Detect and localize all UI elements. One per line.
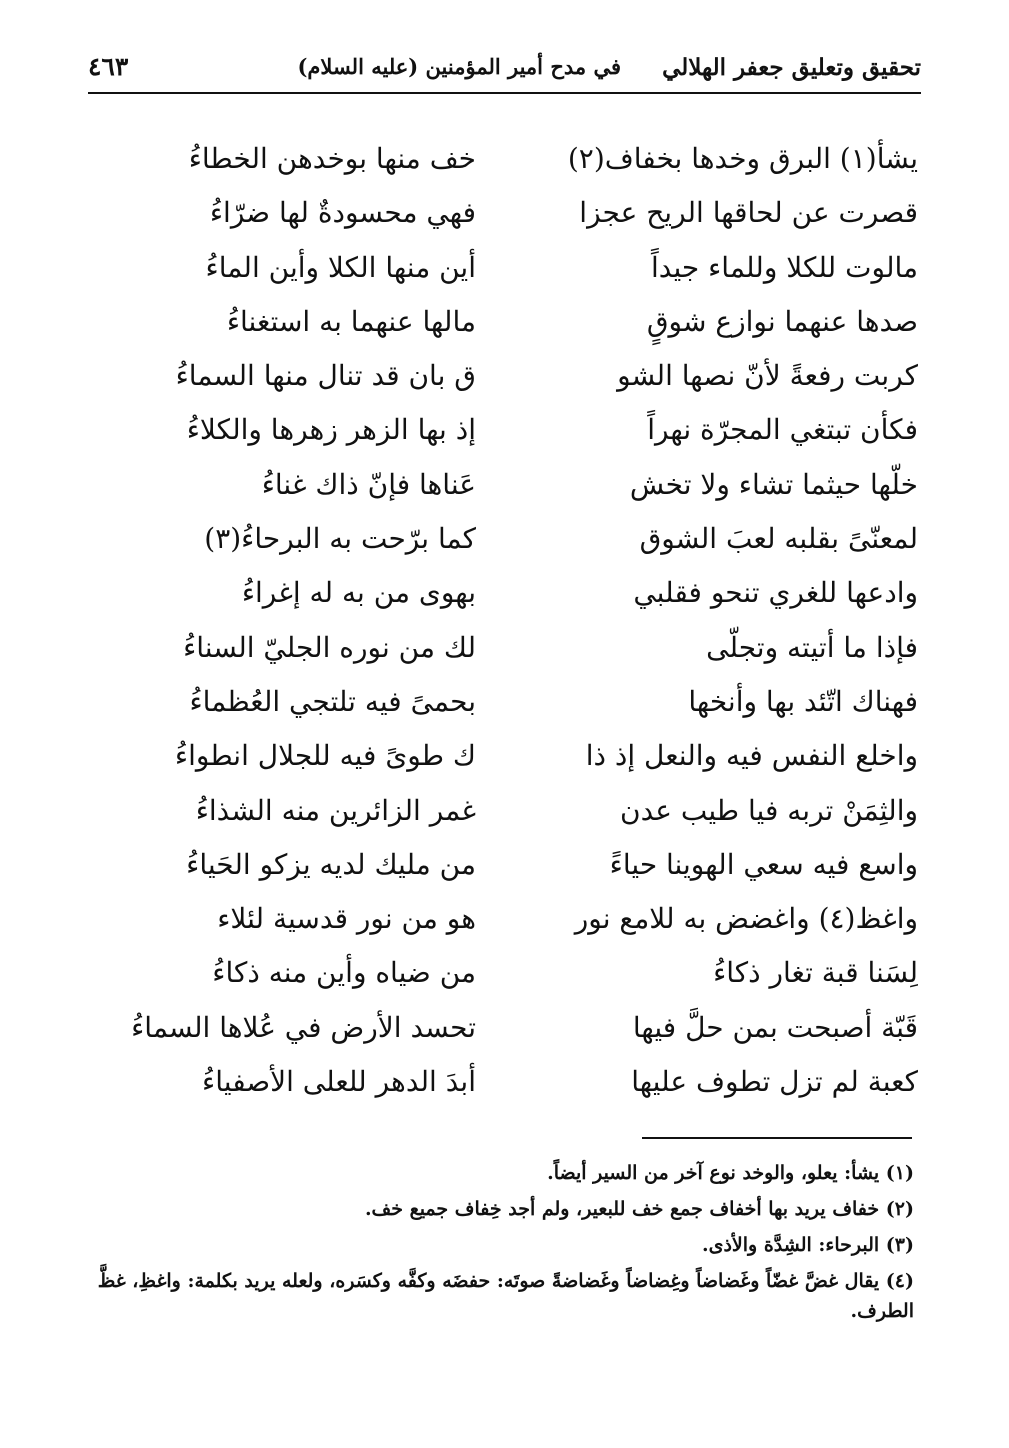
verse-second-hemistich: غمر الزائرين منه الشذاءُ <box>195 793 476 827</box>
verse-second-hemistich: أين منها الكلا وأين الماءُ <box>205 250 476 284</box>
verse <box>90 946 918 1000</box>
verse <box>90 675 918 729</box>
verse-second-hemistich: إذ بها الزهر زهرها والكلاءُ <box>186 413 476 447</box>
verse-second-hemistich: ك طوىً فيه للجلال انطواءُ <box>174 739 476 773</box>
verse-second-hemistich: أبدَ الدهر للعلى الأصفياءُ <box>202 1065 476 1099</box>
poem <box>90 132 918 1109</box>
verse <box>90 186 918 240</box>
verse-second-hemistich: تحسد الأرض في عُلاها السماءُ <box>131 1010 476 1044</box>
verse-second-hemistich: مالها عنهما به استغناءُ <box>226 304 476 338</box>
verse <box>90 566 918 620</box>
footnote: (٢) خفاف يريد بها أخفاف جمع خف للبعير، ولم أجد خِفاف جميع خف. <box>364 1198 914 1220</box>
page-number: ٤٦٣ <box>88 52 129 81</box>
verse-first-hemistich: يشأ(١) البرق وخدها بخفاف(٢) <box>567 142 918 175</box>
verse-second-hemistich: من مليك لديه يزكو الحَياءُ <box>186 847 476 881</box>
verse <box>90 512 918 566</box>
verse-first-hemistich: واخلع النفس فيه والنعل إذ ذا <box>585 739 918 773</box>
verse-first-hemistich: قَبّة أصبحت بمن حلَّ فيها <box>632 1010 918 1044</box>
verse <box>90 349 918 403</box>
verse <box>90 1001 918 1055</box>
verse-second-hemistich: بحمىً فيه تلتجي العُظماءُ <box>189 684 476 718</box>
verse-second-hemistich: خف منها بوخدهن الخطاءُ <box>188 142 476 175</box>
verse-second-hemistich: بهوى من به له إغراءُ <box>241 576 476 610</box>
verse <box>90 295 918 349</box>
verse-first-hemistich: واسع فيه سعي الهوينا حياءً <box>609 847 918 881</box>
verse-first-hemistich: واغظ(٤) واغضض به للامع نور <box>574 902 918 936</box>
verse-first-hemistich: كعبة لم تزل تطوف عليها <box>631 1065 918 1099</box>
verse-first-hemistich: كربت رفعةً لأنّ نصها الشو <box>617 359 918 393</box>
footnote: (٣) البرحاء: الشِدَّة والأذى. <box>701 1234 914 1256</box>
verse-first-hemistich: وادعها للغري تنحو فقلبي <box>633 576 918 610</box>
verse <box>90 403 918 457</box>
verse <box>90 1055 918 1109</box>
footnotes <box>88 1158 914 1332</box>
verse <box>90 132 918 186</box>
verse-first-hemistich: صدها عنهما نوازع شوقٍ <box>646 304 918 338</box>
verse <box>90 729 918 783</box>
verse-second-hemistich: من ضياه وأين منه ذكاءُ <box>212 956 476 990</box>
header-rule <box>88 92 921 94</box>
footnote: (١) يشأ: يعلو، والوخد نوع آخر من السير أيضاً. <box>547 1162 914 1184</box>
verse-first-hemistich: خلّها حيثما تشاء ولا تخش <box>629 467 918 501</box>
running-header <box>88 46 921 90</box>
verse <box>90 838 918 892</box>
verse-second-hemistich: كما برّحت به البرحاءُ(٣) <box>204 522 476 556</box>
verse-first-hemistich: مالوت للكلا وللماء جيداً <box>651 250 918 284</box>
verse <box>90 892 918 946</box>
verse-second-hemistich: فهي محسودةٌ لها ضرّاءُ <box>209 196 476 230</box>
verse <box>90 621 918 675</box>
verse <box>90 241 918 295</box>
verse-first-hemistich: لِسَنا قبة تغار ذكاءُ <box>713 956 918 990</box>
verse-first-hemistich: فكأن تبتغي المجرّة نهراً <box>647 413 918 447</box>
chapter-title: في مدح أمير المؤمنين (عليه السلام) <box>297 54 621 79</box>
verse-first-hemistich: لمعنّىً بقلبه لعبَ الشوق <box>639 522 918 556</box>
verse-first-hemistich: فإذا ما أتيته وتجلّى <box>706 630 918 664</box>
verse-second-hemistich: هو من نور قدسية لئلاء <box>217 902 476 936</box>
footnote: (٤) يقال غضَّ غضّاً وغَضاضاً وغِضاضاً وغَضاضةً صوتَه: حفضَه وكفَّه وكسَره، ولعله يريد بكلمة: واغظِ، غظَّ الطرف. <box>97 1270 914 1322</box>
verse-first-hemistich: والثِمَنْ تربه فيا طيب عدن <box>620 793 918 827</box>
book-title: تحقيق وتعليق جعفر الهلالي <box>662 54 921 81</box>
verse-second-hemistich: عَناها فإنّ ذاك غناءُ <box>261 467 476 501</box>
verse <box>90 784 918 838</box>
footnote-rule <box>642 1137 912 1139</box>
verse-second-hemistich: لك من نوره الجليّ السناءُ <box>183 630 476 664</box>
verse <box>90 458 918 512</box>
verse-first-hemistich: فهناك اتّئد بها وأنخها <box>688 684 918 718</box>
verse-first-hemistich: قصرت عن لحاقها الريح عجزا <box>579 196 918 230</box>
verse-second-hemistich: ق بان قد تنال منها السماءُ <box>175 359 476 393</box>
